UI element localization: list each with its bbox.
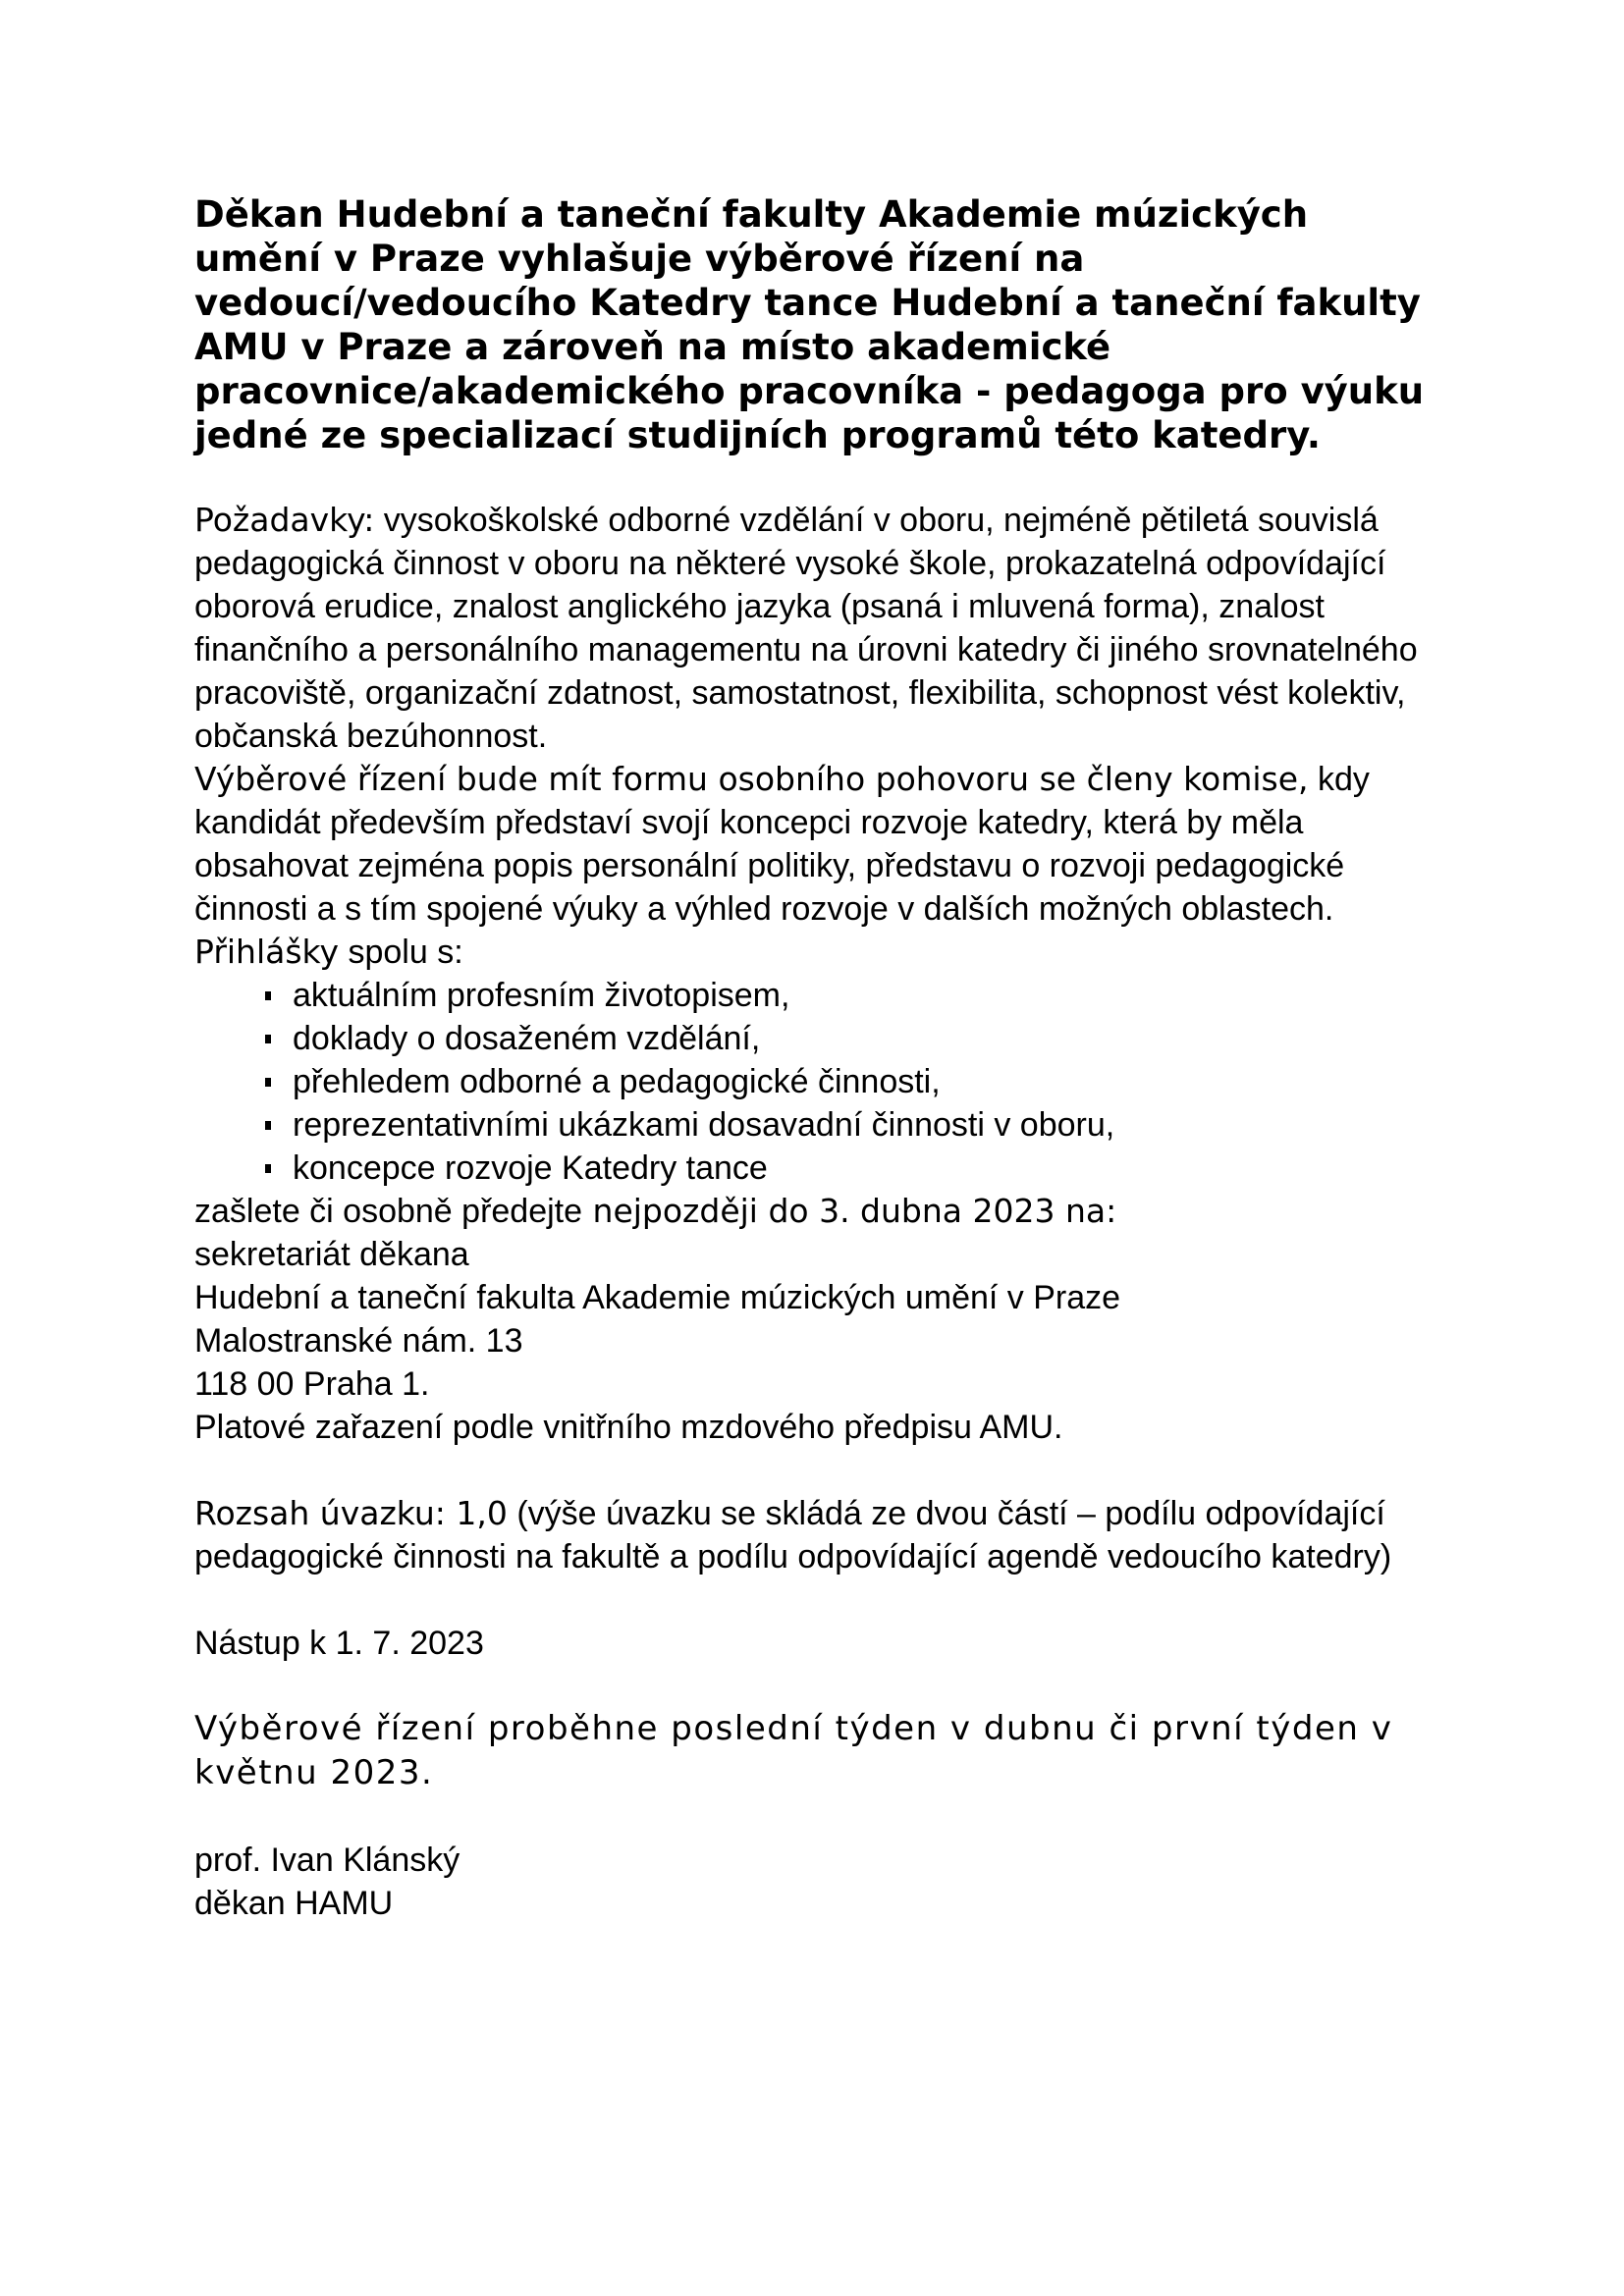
workload-lead: Rozsah úvazku: 1,0 (194, 1494, 508, 1532)
list-item-text: doklady o dosaženém vzdělání, (293, 1020, 761, 1057)
bullet-icon (265, 1164, 271, 1173)
start-date-line: Nástup k 1. 7. 2023 (194, 1625, 484, 1662)
bullet-icon (265, 991, 271, 1000)
bullet-icon (265, 1035, 271, 1043)
list-item (265, 1060, 1432, 1103)
requirements-paragraph (194, 499, 1432, 758)
deadline-line (194, 1190, 1432, 1233)
deadline-prefix: zašlete či osobně předejte (194, 1193, 583, 1230)
document-page (194, 192, 1432, 1925)
bullet-icon (265, 1078, 271, 1087)
selection-lead: Výběrové řízení bude mít formu osobního pohovoru se členy komise, (194, 760, 1309, 798)
schedule-paragraph: Výběrové řízení proběhne poslední týden v dubnu či první týden v květnu 2023. (194, 1709, 1393, 1792)
signature-role: děkan HAMU (194, 1885, 394, 1922)
list-item (265, 1147, 1432, 1190)
address-line: Hudební a taneční fakulta Akademie múzických umění v Praze (194, 1279, 1121, 1316)
bullet-icon (265, 1121, 271, 1130)
requirements-label: Požadavky: (194, 501, 375, 539)
deadline-date: nejpozději do 3. dubna 2023 na: (582, 1192, 1117, 1230)
address-line: 118 00 Praha 1. (194, 1365, 430, 1403)
applications-paragraph (194, 931, 1432, 974)
list-item (265, 1103, 1432, 1147)
workload-paragraph (194, 1492, 1432, 1578)
signature-name: prof. Ivan Klánský (194, 1842, 460, 1879)
selection-text: kdy kandidát především představí svojí koncepci rozvoje katedry, která by měla obsahovat zejména popis personální politiky, představu o rozvoji pedagogické činnosti a s tím spojené výuky a výhled rozvoje v dalších možných oblastech. (194, 761, 1370, 928)
list-item-text: koncepce rozvoje Katedry tance (293, 1149, 768, 1187)
list-item (265, 974, 1432, 1017)
requirements-text: vysokoškolské odborné vzdělání v oboru, nejméně pětiletá souvislá pedagogická činnost v oboru na některé vysoké škole, prokazatelná odpovídající oborová erudice, znalost anglického jazyka (psaná i mluvená forma), znalost finančního a personálního managementu na úrovni katedry či jiného srovnatelného pracoviště, organizační zdatnost, samostatnost, flexibilita, schopnost vést kolektiv, občanská bezúhonnost. (194, 502, 1418, 755)
selection-paragraph (194, 758, 1432, 931)
applications-text: spolu s: (339, 934, 463, 971)
salary-line: Platové zařazení podle vnitřního mzdového předpisu AMU. (194, 1409, 1063, 1446)
address-line: Malostranské nám. 13 (194, 1322, 523, 1360)
list-item (265, 1017, 1432, 1060)
workload-text: (výše úvazku se skládá ze dvou částí – podílu odpovídající pedagogické činnosti na fakultě a podílu odpovídající agendě vedoucího katedry) (194, 1495, 1392, 1575)
list-item-text: aktuálním profesním životopisem, (293, 977, 790, 1014)
attachments-list (194, 974, 1432, 1190)
announcement-title: Děkan Hudební a taneční fakulty Akademie múzických umění v Praze vyhlašuje výběrové řízení na vedoucí/vedoucího Katedry tance Hudební a taneční fakulty AMU v Praze a zároveň na místo akademické pracovnice/akademického pracovníka - pedagoga pro výuku jedné ze specializací studijních programů této katedry. (194, 193, 1425, 456)
applications-lead: Přihlášky (194, 933, 340, 971)
list-item-text: reprezentativními ukázkami dosavadní činnosti v oboru, (293, 1106, 1115, 1144)
list-item-text: přehledem odborné a pedagogické činnosti, (293, 1063, 941, 1100)
address-line: sekretariát děkana (194, 1236, 469, 1273)
